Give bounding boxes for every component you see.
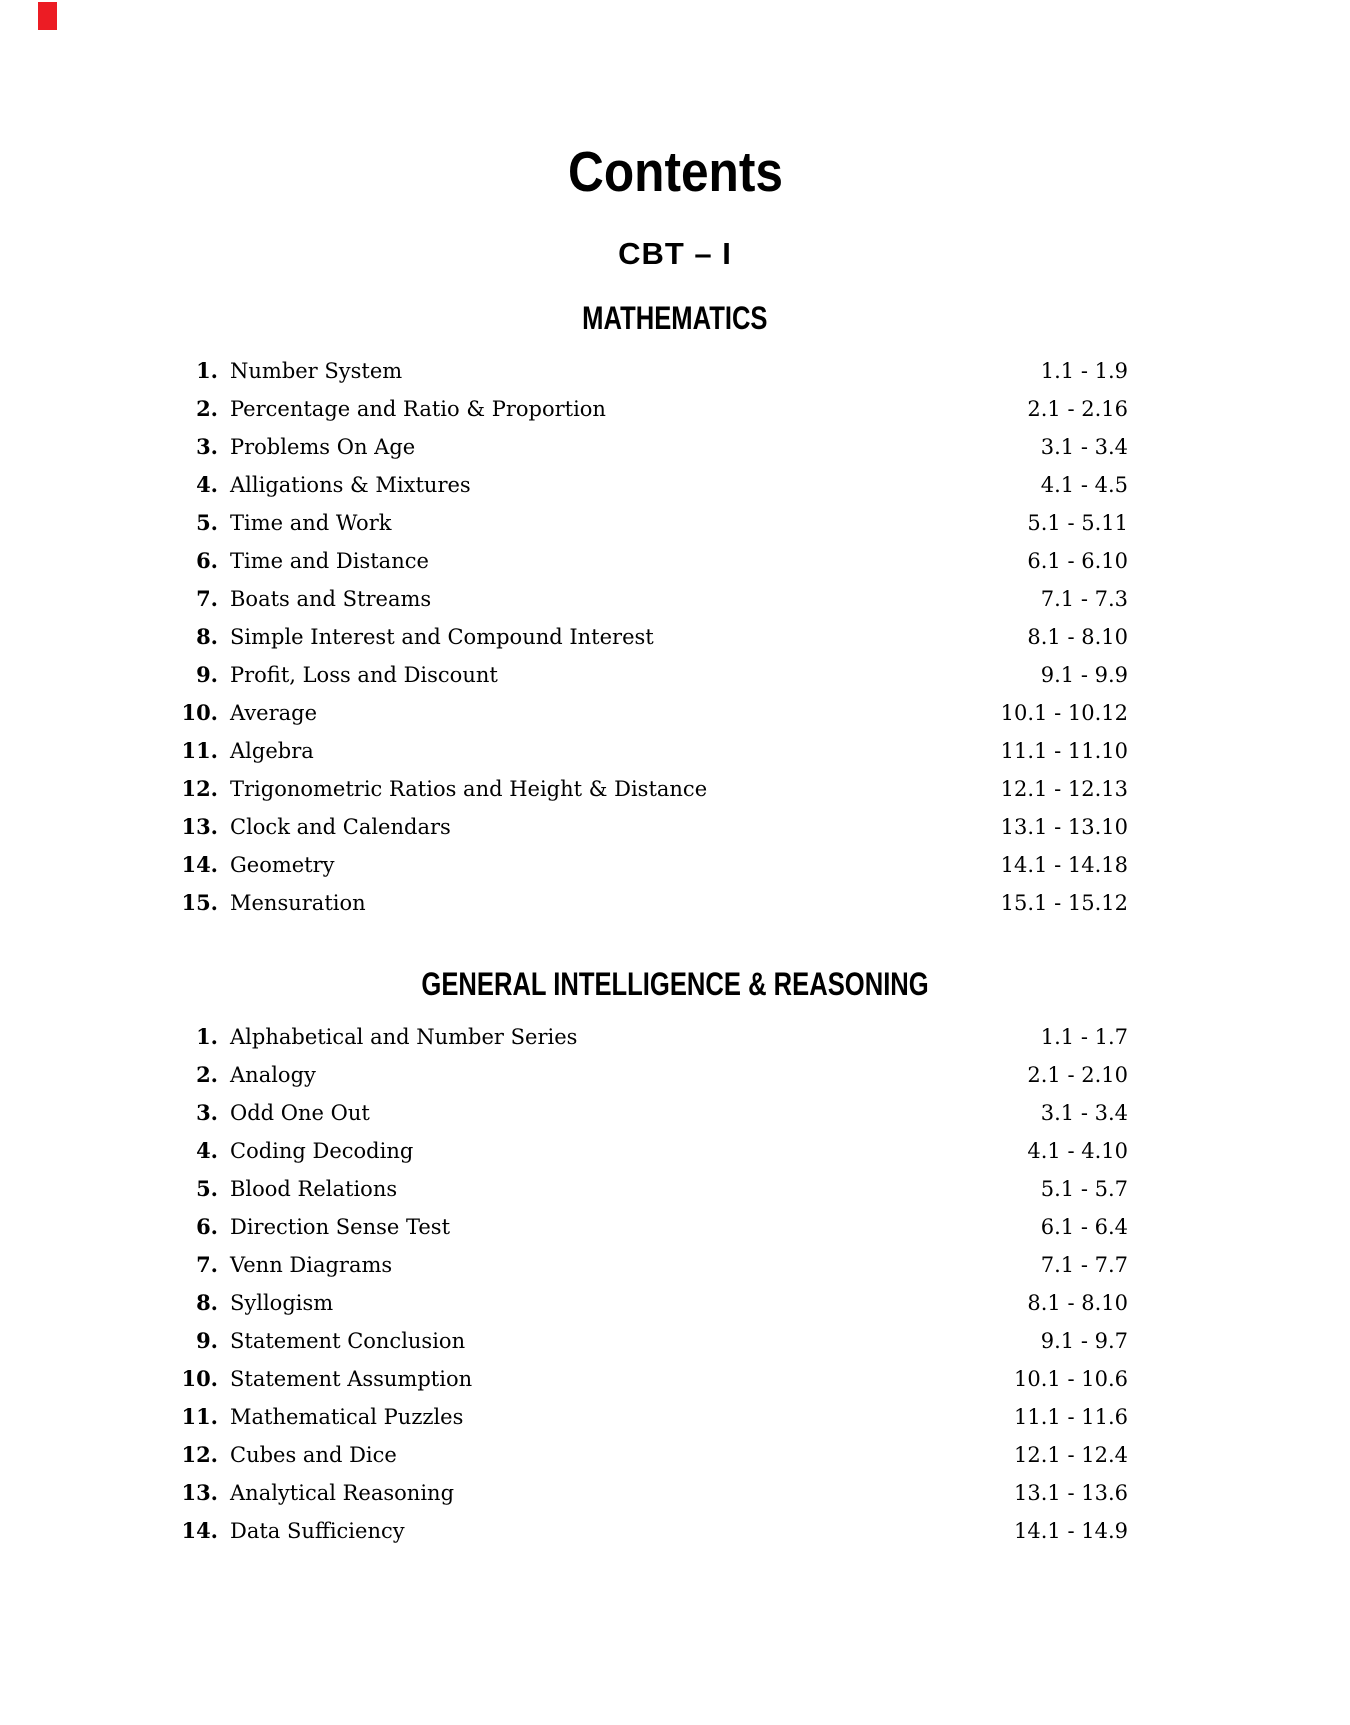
chapter-page-range: 4.1 - 4.10 bbox=[1027, 1139, 1128, 1163]
toc-row bbox=[166, 732, 1128, 770]
toc-row bbox=[166, 656, 1128, 694]
chapter-page-range: 3.1 - 3.4 bbox=[1040, 1101, 1128, 1125]
chapter-number: 9. bbox=[196, 662, 218, 687]
chapter-number: 10. bbox=[181, 700, 218, 725]
section-heading bbox=[0, 302, 1350, 334]
chapter-page-range: 11.1 - 11.6 bbox=[1014, 1405, 1128, 1429]
chapter-title: Mathematical Puzzles bbox=[230, 1405, 464, 1429]
toc-row bbox=[166, 770, 1128, 808]
chapter-number: 8. bbox=[196, 1290, 218, 1315]
toc-row bbox=[166, 466, 1128, 504]
chapter-title: Direction Sense Test bbox=[230, 1215, 451, 1239]
red-corner-mark bbox=[38, 2, 57, 30]
chapter-title: Simple Interest and Compound Interest bbox=[230, 625, 654, 649]
chapter-page-range: 10.1 - 10.12 bbox=[1000, 701, 1128, 725]
chapter-number: 3. bbox=[196, 1100, 218, 1125]
toc-row bbox=[166, 694, 1128, 732]
chapter-number: 11. bbox=[181, 1404, 218, 1429]
toc-row bbox=[166, 1018, 1128, 1056]
chapter-title: Percentage and Ratio & Proportion bbox=[230, 397, 606, 421]
chapter-page-range: 10.1 - 10.6 bbox=[1014, 1367, 1128, 1391]
chapter-number: 6. bbox=[196, 1214, 218, 1239]
toc-row bbox=[166, 846, 1128, 884]
chapter-page-range: 13.1 - 13.6 bbox=[1014, 1481, 1128, 1505]
toc-row bbox=[166, 1474, 1128, 1512]
chapter-title: Average bbox=[230, 701, 318, 725]
chapter-title: Geometry bbox=[230, 853, 335, 877]
chapter-title: Algebra bbox=[230, 739, 314, 763]
toc-row bbox=[166, 1322, 1128, 1360]
toc-row bbox=[166, 580, 1128, 618]
toc-row bbox=[166, 542, 1128, 580]
toc-row bbox=[166, 1208, 1128, 1246]
toc-row bbox=[166, 884, 1128, 922]
chapter-number: 14. bbox=[181, 852, 218, 877]
toc-row bbox=[166, 1398, 1128, 1436]
section-heading-text: GENERAL INTELLIGENCE & REASONING bbox=[421, 966, 929, 1002]
chapter-page-range: 7.1 - 7.3 bbox=[1040, 587, 1128, 611]
chapter-page-range: 3.1 - 3.4 bbox=[1040, 435, 1128, 459]
chapter-title: Profit, Loss and Discount bbox=[230, 663, 498, 687]
chapter-page-range: 9.1 - 9.9 bbox=[1040, 663, 1128, 687]
chapter-page-range: 14.1 - 14.18 bbox=[1000, 853, 1128, 877]
toc-section bbox=[0, 302, 1350, 922]
chapter-title: Time and Distance bbox=[230, 549, 429, 573]
chapter-title: Analogy bbox=[230, 1063, 316, 1087]
chapter-title: Coding Decoding bbox=[230, 1139, 414, 1163]
chapter-page-range: 6.1 - 6.4 bbox=[1040, 1215, 1128, 1239]
toc-row bbox=[166, 1170, 1128, 1208]
chapter-page-range: 2.1 - 2.10 bbox=[1027, 1063, 1128, 1087]
chapter-page-range: 9.1 - 9.7 bbox=[1040, 1329, 1128, 1353]
chapter-title: Trigonometric Ratios and Height & Distance bbox=[230, 777, 708, 801]
chapter-number: 14. bbox=[181, 1518, 218, 1543]
chapter-number: 1. bbox=[196, 358, 218, 383]
chapter-number: 12. bbox=[181, 1442, 218, 1467]
toc-row bbox=[166, 1132, 1128, 1170]
chapter-title: Mensuration bbox=[230, 891, 366, 915]
chapter-page-range: 2.1 - 2.16 bbox=[1027, 397, 1128, 421]
chapter-title: Number System bbox=[230, 359, 403, 383]
chapter-page-range: 5.1 - 5.11 bbox=[1027, 511, 1128, 535]
chapter-number: 6. bbox=[196, 548, 218, 573]
chapter-title: Cubes and Dice bbox=[230, 1443, 397, 1467]
chapter-title: Blood Relations bbox=[230, 1177, 398, 1201]
chapter-page-range: 1.1 - 1.7 bbox=[1040, 1025, 1128, 1049]
chapter-number: 2. bbox=[196, 396, 218, 421]
chapter-number: 4. bbox=[196, 1138, 218, 1163]
chapter-title: Syllogism bbox=[230, 1291, 334, 1315]
chapter-title: Problems On Age bbox=[230, 435, 416, 459]
chapter-number: 7. bbox=[196, 1252, 218, 1277]
part-title: CBT – I bbox=[618, 236, 732, 271]
sections-container bbox=[0, 302, 1350, 1550]
chapter-title: Boats and Streams bbox=[230, 587, 432, 611]
chapter-number: 7. bbox=[196, 586, 218, 611]
page-title-text: Contents bbox=[567, 140, 783, 204]
chapter-title: Odd One Out bbox=[230, 1101, 370, 1125]
chapter-page-range: 15.1 - 15.12 bbox=[1000, 891, 1128, 915]
chapter-title: Clock and Calendars bbox=[230, 815, 451, 839]
chapter-title: Time and Work bbox=[230, 511, 392, 535]
chapter-number: 13. bbox=[181, 814, 218, 839]
chapter-page-range: 5.1 - 5.7 bbox=[1040, 1177, 1128, 1201]
toc-row bbox=[166, 618, 1128, 656]
toc-row bbox=[166, 1436, 1128, 1474]
toc-list bbox=[166, 1018, 1128, 1550]
chapter-title: Analytical Reasoning bbox=[230, 1481, 455, 1505]
chapter-number: 5. bbox=[196, 1176, 218, 1201]
toc-row bbox=[166, 808, 1128, 846]
chapter-page-range: 12.1 - 12.4 bbox=[1014, 1443, 1128, 1467]
chapter-number: 11. bbox=[181, 738, 218, 763]
chapter-title: Alligations & Mixtures bbox=[230, 473, 471, 497]
toc-row bbox=[166, 352, 1128, 390]
section-heading bbox=[0, 968, 1350, 1000]
chapter-number: 12. bbox=[181, 776, 218, 801]
toc-row bbox=[166, 1360, 1128, 1398]
toc-list bbox=[166, 352, 1128, 922]
section-heading-text: MATHEMATICS bbox=[582, 300, 768, 336]
toc-row bbox=[166, 1284, 1128, 1322]
chapter-page-range: 8.1 - 8.10 bbox=[1027, 1291, 1128, 1315]
chapter-title: Statement Conclusion bbox=[230, 1329, 466, 1353]
chapter-page-range: 13.1 - 13.10 bbox=[1000, 815, 1128, 839]
chapter-page-range: 12.1 - 12.13 bbox=[1000, 777, 1128, 801]
page-title bbox=[0, 0, 1350, 204]
chapter-number: 15. bbox=[181, 890, 218, 915]
chapter-number: 10. bbox=[181, 1366, 218, 1391]
toc-row bbox=[166, 1094, 1128, 1132]
chapter-page-range: 14.1 - 14.9 bbox=[1014, 1519, 1128, 1543]
chapter-number: 3. bbox=[196, 434, 218, 459]
chapter-page-range: 6.1 - 6.10 bbox=[1027, 549, 1128, 573]
chapter-number: 2. bbox=[196, 1062, 218, 1087]
chapter-number: 13. bbox=[181, 1480, 218, 1505]
toc-row bbox=[166, 1056, 1128, 1094]
chapter-title: Statement Assumption bbox=[230, 1367, 473, 1391]
chapter-title: Alphabetical and Number Series bbox=[230, 1025, 578, 1049]
toc-section bbox=[0, 968, 1350, 1550]
chapter-number: 8. bbox=[196, 624, 218, 649]
chapter-number: 5. bbox=[196, 510, 218, 535]
chapter-page-range: 4.1 - 4.5 bbox=[1040, 473, 1128, 497]
toc-row bbox=[166, 390, 1128, 428]
chapter-number: 1. bbox=[196, 1024, 218, 1049]
toc-row bbox=[166, 1512, 1128, 1550]
toc-row bbox=[166, 504, 1128, 542]
chapter-title: Venn Diagrams bbox=[230, 1253, 393, 1277]
toc-row bbox=[166, 1246, 1128, 1284]
chapter-number: 4. bbox=[196, 472, 218, 497]
chapter-page-range: 7.1 - 7.7 bbox=[1040, 1253, 1128, 1277]
chapter-page-range: 11.1 - 11.10 bbox=[1000, 739, 1128, 763]
chapter-title: Data Sufficiency bbox=[230, 1519, 405, 1543]
toc-row bbox=[166, 428, 1128, 466]
chapter-page-range: 8.1 - 8.10 bbox=[1027, 625, 1128, 649]
chapter-page-range: 1.1 - 1.9 bbox=[1040, 359, 1128, 383]
chapter-number: 9. bbox=[196, 1328, 218, 1353]
